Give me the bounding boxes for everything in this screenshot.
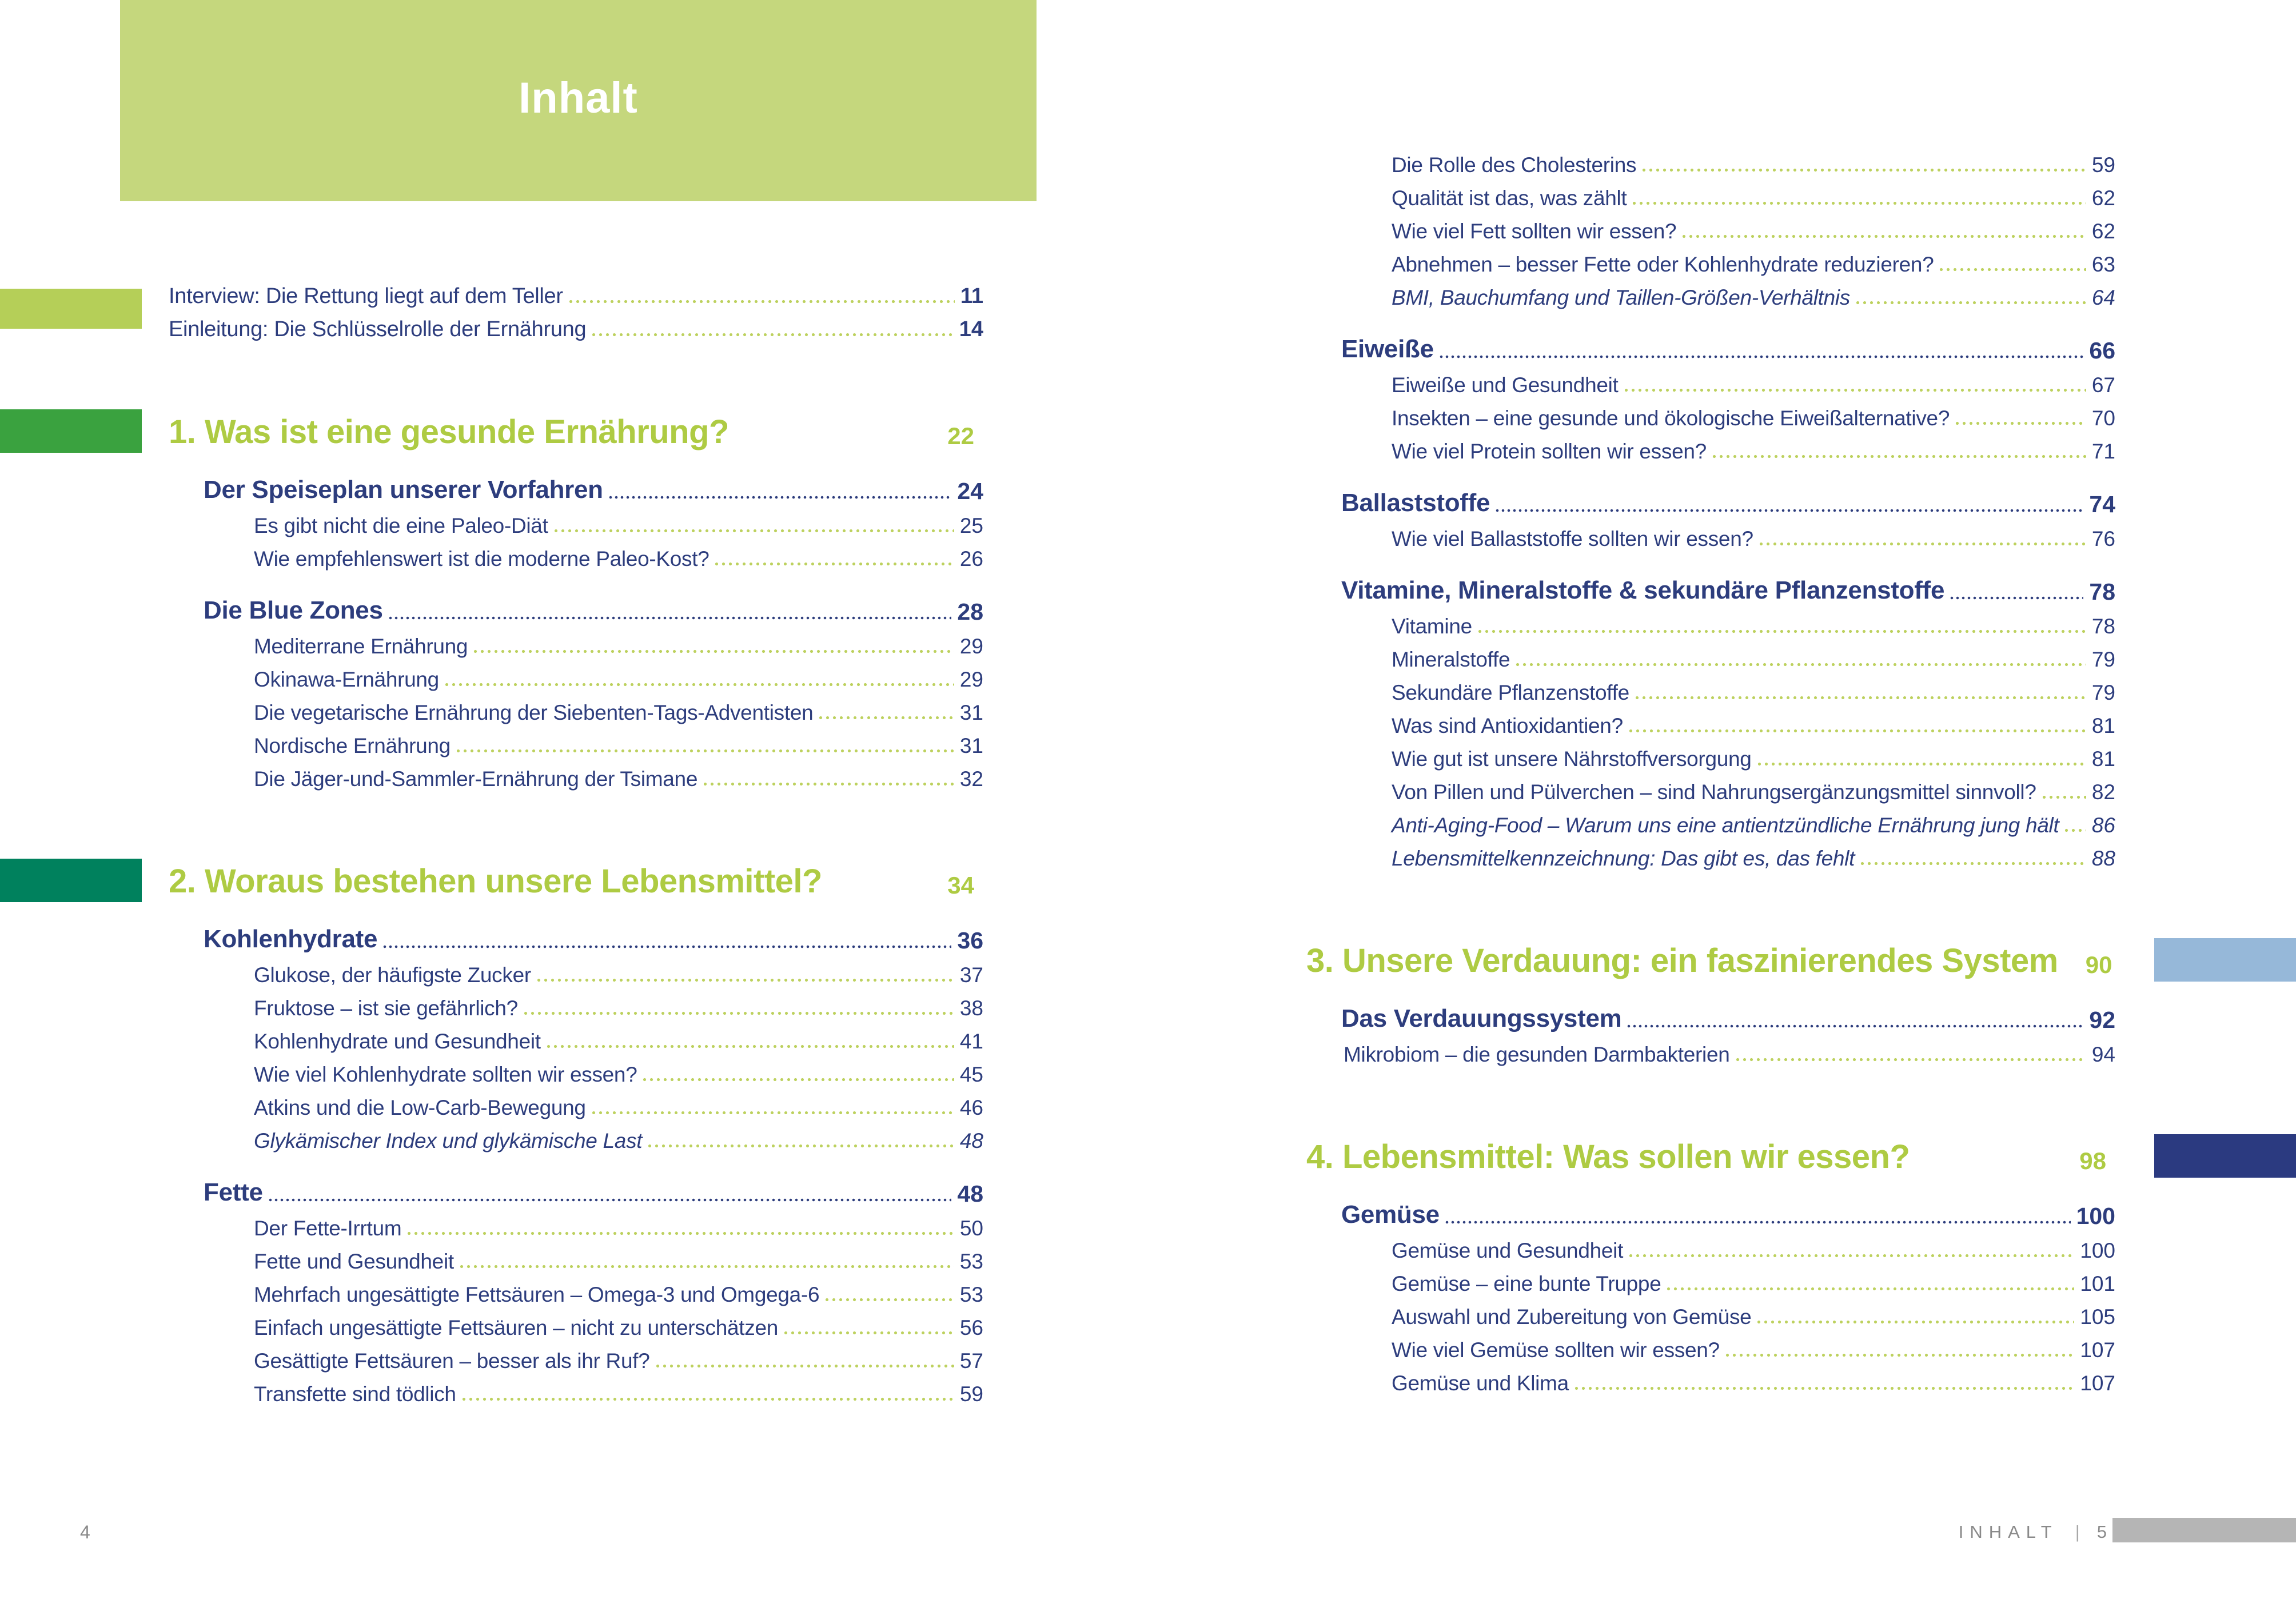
toc-entry-label: Einleitung: Die Schlüsselrolle der Ernährung: [169, 317, 587, 341]
toc-entry: [169, 986, 983, 1019]
chapter-color-swatch: [2154, 938, 2296, 982]
toc-entry-label: Vitamine, Mineralstoffe & sekundäre Pflanzenstoffe: [1341, 576, 1945, 605]
toc-page-number: 32: [959, 767, 983, 791]
dotted-leader: [1496, 509, 2083, 512]
toc-page-number: 100: [2076, 1202, 2115, 1229]
toc-entry-label: Fruktose – ist sie gefährlich?: [254, 996, 518, 1020]
toc-entry-label: Was sind Antioxidantien?: [1392, 713, 1623, 737]
toc-page-number: 26: [959, 547, 983, 571]
toc-entry: [1306, 978, 2115, 1032]
toc-entry: [1306, 704, 2115, 737]
toc-entry-label: Mediterrane Ernährung: [254, 634, 468, 658]
toc-page-number: 63: [2091, 252, 2115, 276]
dotted-leader: [1950, 596, 2083, 600]
toc-entry: [1306, 242, 2115, 276]
toc-entry-label: Transfette sind tödlich: [254, 1382, 456, 1406]
dotted-leader: [537, 978, 954, 982]
toc-entry: [169, 790, 983, 899]
toc-page-number: 36: [957, 927, 983, 954]
toc-entry: [1306, 209, 2115, 242]
dotted-leader: [456, 749, 954, 753]
toc-page-number: 105: [2080, 1305, 2115, 1329]
toc-entry-label: Sekundäre Pflanzenstoffe: [1392, 680, 1629, 704]
toc-entry: [1306, 770, 2115, 803]
intro-color-swatch: [0, 289, 142, 329]
toc-page-number: 31: [959, 733, 983, 757]
toc-page-number: 92: [2089, 1006, 2115, 1033]
toc-entry-label: 3. Unsere Verdauung: ein faszinierendes System: [1306, 942, 2058, 979]
toc-entry: [169, 341, 983, 449]
dotted-leader: [1736, 1058, 2086, 1062]
dotted-leader: [1629, 1254, 2074, 1258]
toc-page-number: 79: [2091, 647, 2115, 671]
toc-entry-label: Insekten – eine gesunde und ökologische Eiweißalternative?: [1392, 406, 1950, 430]
footer-right: [1959, 1522, 2107, 1542]
toc-entry: [169, 1206, 983, 1239]
toc-entry-label: Lebensmittelkennzeichnung: Das gibt es, das fehlt: [1392, 846, 1855, 870]
dotted-leader: [1856, 301, 2086, 305]
dotted-leader: [1635, 696, 2086, 700]
toc-page-number: 79: [2091, 680, 2115, 704]
toc-page-number: 46: [959, 1095, 983, 1119]
toc-page-number: 107: [2080, 1371, 2115, 1395]
dotted-leader: [554, 529, 954, 533]
chapter-color-swatch: [0, 859, 142, 902]
dotted-leader: [1574, 1386, 2074, 1390]
dotted-leader: [784, 1331, 954, 1335]
toc-entry-label: 1. Was ist eine gesunde Ernährung?: [169, 413, 729, 450]
dotted-leader: [1642, 168, 2086, 172]
toc-entry: [1306, 363, 2115, 396]
dotted-leader: [1712, 454, 2086, 458]
toc-entry-label: Nordische Ernährung: [254, 733, 451, 757]
chapter-color-swatch: [0, 409, 142, 453]
toc-entry: [1306, 309, 2115, 363]
toc-page-number: 56: [959, 1315, 983, 1339]
toc-page-number: 59: [2091, 153, 2115, 177]
toc-entry: [169, 1372, 983, 1405]
dotted-leader: [547, 1044, 954, 1048]
dotted-leader: [1440, 355, 2084, 358]
right-toc: [1306, 143, 2115, 1394]
toc-page-number: 59: [959, 1382, 983, 1406]
toc-page-number: 81: [2091, 713, 2115, 737]
dotted-leader: [1478, 629, 2086, 633]
toc-entry: [1306, 1174, 2115, 1229]
dotted-leader: [1939, 268, 2086, 272]
toc-entry: [169, 624, 983, 657]
inhalt-header-box: [120, 0, 1037, 201]
footer-right-page-number: 5: [2096, 1522, 2107, 1542]
toc-entry: [1306, 1328, 2115, 1361]
toc-page-number: 70: [2091, 406, 2115, 430]
toc-entry: [169, 1086, 983, 1119]
toc-entry-label: Mineralstoffe: [1392, 647, 1510, 671]
dotted-leader: [656, 1364, 954, 1368]
dotted-leader: [715, 562, 954, 566]
toc-entry-label: Gemüse: [1341, 1201, 1440, 1229]
toc-page-number: 64: [2091, 285, 2115, 309]
dotted-leader: [269, 1198, 952, 1202]
dotted-leader: [1445, 1221, 2071, 1224]
toc-entry-label: 4. Lebensmittel: Was sollen wir essen?: [1306, 1138, 1910, 1175]
dotted-leader: [825, 1298, 954, 1302]
dotted-leader: [462, 1397, 954, 1401]
toc-entry: [169, 308, 983, 341]
toc-page-number: 38: [959, 996, 983, 1020]
toc-entry: [169, 504, 983, 537]
toc-entry-label: Wie viel Protein sollten wir essen?: [1392, 439, 1707, 463]
toc-entry-label: Der Speiseplan unserer Vorfahren: [204, 476, 603, 504]
dotted-leader: [592, 333, 953, 337]
dotted-leader: [1627, 1024, 2083, 1028]
toc-page-number: 24: [957, 477, 983, 504]
toc-page-number: 82: [2091, 780, 2115, 804]
toc-entry: [1306, 1229, 2115, 1262]
toc-entry: [1306, 870, 2115, 978]
footer-bar: [2112, 1518, 2296, 1542]
toc-entry-label: Fette und Gesundheit: [254, 1249, 454, 1273]
toc-entry-label: Auswahl und Zubereitung von Gemüse: [1392, 1305, 1752, 1329]
toc-page-number: 25: [959, 513, 983, 537]
footer-section-label: INHALT: [1958, 1522, 2058, 1542]
toc-entry-label: Kohlenhydrate: [204, 925, 378, 954]
toc-entry-label: Interview: Die Rettung liegt auf dem Teller: [169, 284, 563, 308]
toc-entry-label: Eiweiße und Gesundheit: [1392, 373, 1619, 397]
toc-entry-label: Wie gut ist unsere Nährstoffversorgung: [1392, 747, 1752, 771]
toc-entry: [169, 1052, 983, 1086]
dotted-leader: [643, 1078, 954, 1082]
toc-entry-label: Anti-Aging-Food – Warum uns eine antientzündliche Ernährung jung hält: [1392, 813, 2059, 837]
toc-entry: [169, 1019, 983, 1052]
toc-entry-label: Die Blue Zones: [204, 596, 383, 625]
toc-entry: [1306, 1361, 2115, 1394]
toc-page-number: 50: [959, 1216, 983, 1240]
dotted-leader: [569, 300, 955, 304]
toc-entry: [169, 899, 983, 953]
toc-page-number: 34: [947, 872, 974, 899]
toc-page-number: 81: [2091, 747, 2115, 771]
toc-entry-label: Wie empfehlenswert ist die moderne Paleo-Kost?: [254, 547, 709, 571]
toc-page-number: 101: [2080, 1271, 2115, 1295]
toc-entry-label: Wie viel Gemüse sollten wir essen?: [1392, 1338, 1720, 1362]
toc-page-number: 53: [959, 1282, 983, 1306]
dotted-leader: [1682, 234, 2086, 238]
dotted-leader: [1629, 729, 2086, 733]
toc-entry-label: Abnehmen – besser Fette oder Kohlenhydrate reduzieren?: [1392, 252, 1934, 276]
dotted-leader: [1667, 1287, 2074, 1291]
toc-entry-label: Ballaststoffe: [1341, 489, 1490, 517]
toc-page-number: 90: [2085, 951, 2112, 979]
toc-entry-label: Kohlenhydrate und Gesundheit: [254, 1029, 541, 1053]
toc-page-number: 57: [959, 1349, 983, 1373]
toc-entry: [1306, 176, 2115, 209]
toc-entry-label: Das Verdauungssystem: [1341, 1004, 1622, 1033]
dotted-leader: [703, 782, 954, 786]
toc-page-number: 29: [959, 667, 983, 691]
page-right: [1148, 0, 2296, 1607]
toc-entry-label: Gemüse – eine bunte Truppe: [1392, 1271, 1661, 1295]
toc-entry: [1306, 550, 2115, 604]
toc-page-number: 62: [2091, 219, 2115, 243]
dotted-leader: [1632, 201, 2086, 205]
toc-page-number: 98: [2079, 1147, 2106, 1175]
toc-page-number: 48: [957, 1180, 983, 1207]
toc-entry: [1306, 803, 2115, 836]
dotted-leader: [819, 716, 954, 720]
toc-entry-label: Atkins und die Low-Carb-Bewegung: [254, 1095, 586, 1119]
toc-page-number: 41: [959, 1029, 983, 1053]
toc-entry-label: Glukose, der häufigste Zucker: [254, 963, 531, 987]
toc-entry-label: BMI, Bauchumfang und Taillen-Größen-Verhältnis: [1392, 285, 1850, 309]
toc-page-number: 53: [959, 1249, 983, 1273]
toc-entry: [1306, 429, 2115, 462]
toc-entry: [1306, 1032, 2115, 1066]
toc-entry-label: Einfach ungesättigte Fettsäuren – nicht zu unterschätzen: [254, 1315, 778, 1339]
toc-page-number: 45: [959, 1062, 983, 1086]
toc-entry: [1306, 396, 2115, 429]
toc-entry: [169, 1273, 983, 1306]
toc-entry: [169, 570, 983, 624]
toc-page-number: 37: [959, 963, 983, 987]
dotted-leader: [592, 1111, 954, 1115]
toc-page-number: 78: [2091, 614, 2115, 638]
toc-page-number: 76: [2091, 527, 2115, 551]
toc-entry-label: Der Fette-Irrtum: [254, 1216, 402, 1240]
toc-entry-label: Wie viel Ballaststoffe sollten wir essen?: [1392, 527, 1753, 551]
footer-left-page-number: 4: [80, 1522, 90, 1542]
toc-entry-label: Mikrobiom – die gesunden Darmbakterien: [1344, 1042, 1730, 1066]
dotted-leader: [1759, 542, 2086, 546]
toc-entry-label: Mehrfach ungesättigte Fettsäuren – Omega-3 und Omgega-6: [254, 1282, 820, 1306]
toc-entry-label: Die Jäger-und-Sammler-Ernährung der Tsimane: [254, 767, 698, 791]
toc-page-number: 67: [2091, 373, 2115, 397]
dotted-leader: [609, 496, 952, 499]
toc-entry: [169, 657, 983, 691]
toc-entry: [1306, 1295, 2115, 1328]
dotted-leader: [1955, 421, 2086, 425]
toc-page-number: 78: [2089, 578, 2115, 605]
toc-entry-label: 2. Woraus bestehen unsere Lebensmittel?: [169, 862, 822, 900]
toc-entry-label: Wie viel Fett sollten wir essen?: [1392, 219, 1677, 243]
toc-page-number: 71: [2091, 439, 2115, 463]
toc-entry-label: Die Rolle des Cholesterins: [1392, 153, 1637, 177]
chapter-color-swatch: [2154, 1134, 2296, 1178]
toc-page-number: 11: [960, 284, 983, 308]
toc-page-number: 88: [2091, 846, 2115, 870]
dotted-leader: [1860, 862, 2086, 866]
toc-entry: [169, 1306, 983, 1339]
toc-entry-label: Gemüse und Gesundheit: [1392, 1238, 1624, 1262]
toc-entry-label: Wie viel Kohlenhydrate sollten wir essen?: [254, 1062, 637, 1086]
dotted-leader: [1757, 1320, 2074, 1324]
toc-entry: [1306, 671, 2115, 704]
toc-entry: [169, 537, 983, 570]
toc-entry: [1306, 737, 2115, 770]
dotted-leader: [1624, 388, 2086, 392]
toc-entry: [1306, 1262, 2115, 1295]
toc-entry: [169, 449, 983, 504]
toc-entry-label: Vitamine: [1392, 614, 1472, 638]
dotted-leader: [1757, 762, 2086, 766]
toc-entry-label: Glykämischer Index und glykämische Last: [254, 1129, 643, 1153]
toc-entry: [169, 953, 983, 986]
toc-page-number: 31: [959, 700, 983, 724]
dotted-leader: [383, 945, 951, 948]
toc-entry-label: Die vegetarische Ernährung der Siebenten-Tags-Adventisten: [254, 700, 814, 724]
dotted-leader: [1725, 1353, 2074, 1357]
toc-entry: [1306, 143, 2115, 176]
toc-entry: [169, 1339, 983, 1372]
page-title: Inhalt: [519, 73, 638, 122]
toc-entry: [1306, 604, 2115, 637]
toc-page-number: 29: [959, 634, 983, 658]
toc-entry: [169, 274, 983, 308]
toc-page-number: 14: [959, 317, 983, 341]
toc-page-number: 66: [2089, 337, 2115, 364]
toc-page-number: 107: [2080, 1338, 2115, 1362]
toc-entry: [169, 1119, 983, 1152]
toc-entry-label: Okinawa-Ernährung: [254, 667, 439, 691]
toc-entry-label: Gemüse und Klima: [1392, 1371, 1569, 1395]
toc-page-number: 62: [2091, 186, 2115, 210]
toc-page-number: 74: [2089, 491, 2115, 517]
toc-entry: [169, 1239, 983, 1273]
dotted-leader: [407, 1231, 954, 1235]
toc-entry-label: Gesättigte Fettsäuren – besser als ihr Ruf?: [254, 1349, 650, 1373]
dotted-leader: [524, 1011, 954, 1015]
toc-entry: [1306, 462, 2115, 517]
toc-entry: [169, 757, 983, 790]
toc-page-number: 48: [959, 1129, 983, 1153]
toc-page-number: 86: [2091, 813, 2115, 837]
dotted-leader: [445, 683, 954, 687]
toc-entry: [1306, 517, 2115, 550]
toc-entry-label: Fette: [204, 1178, 263, 1207]
left-toc: [169, 274, 983, 1405]
toc-entry: [1306, 836, 2115, 870]
toc-page-number: 22: [947, 422, 974, 450]
toc-entry: [169, 1152, 983, 1206]
toc-page-number: 94: [2091, 1042, 2115, 1066]
toc-entry-label: Es gibt nicht die eine Paleo-Diät: [254, 513, 548, 537]
toc-entry: [169, 724, 983, 757]
dotted-leader: [2064, 828, 2086, 832]
dotted-leader: [1516, 663, 2086, 667]
toc-entry: [1306, 276, 2115, 309]
dotted-leader: [473, 649, 954, 653]
toc-entry-label: Eiweiße: [1341, 335, 1434, 364]
toc-page-number: 100: [2080, 1238, 2115, 1262]
dotted-leader: [460, 1265, 954, 1269]
toc-page-number: 28: [957, 598, 983, 625]
toc-entry-label: Von Pillen und Pülverchen – sind Nahrungsergänzungsmittel sinnvoll?: [1392, 780, 2036, 804]
footer-separator: |: [2075, 1522, 2080, 1542]
toc-entry: [169, 691, 983, 724]
dotted-leader: [389, 616, 952, 620]
toc-entry-label: Qualität ist das, was zählt: [1392, 186, 1627, 210]
dotted-leader: [2042, 795, 2086, 799]
dotted-leader: [648, 1144, 954, 1148]
toc-entry: [1306, 1066, 2115, 1174]
toc-entry: [1306, 637, 2115, 671]
